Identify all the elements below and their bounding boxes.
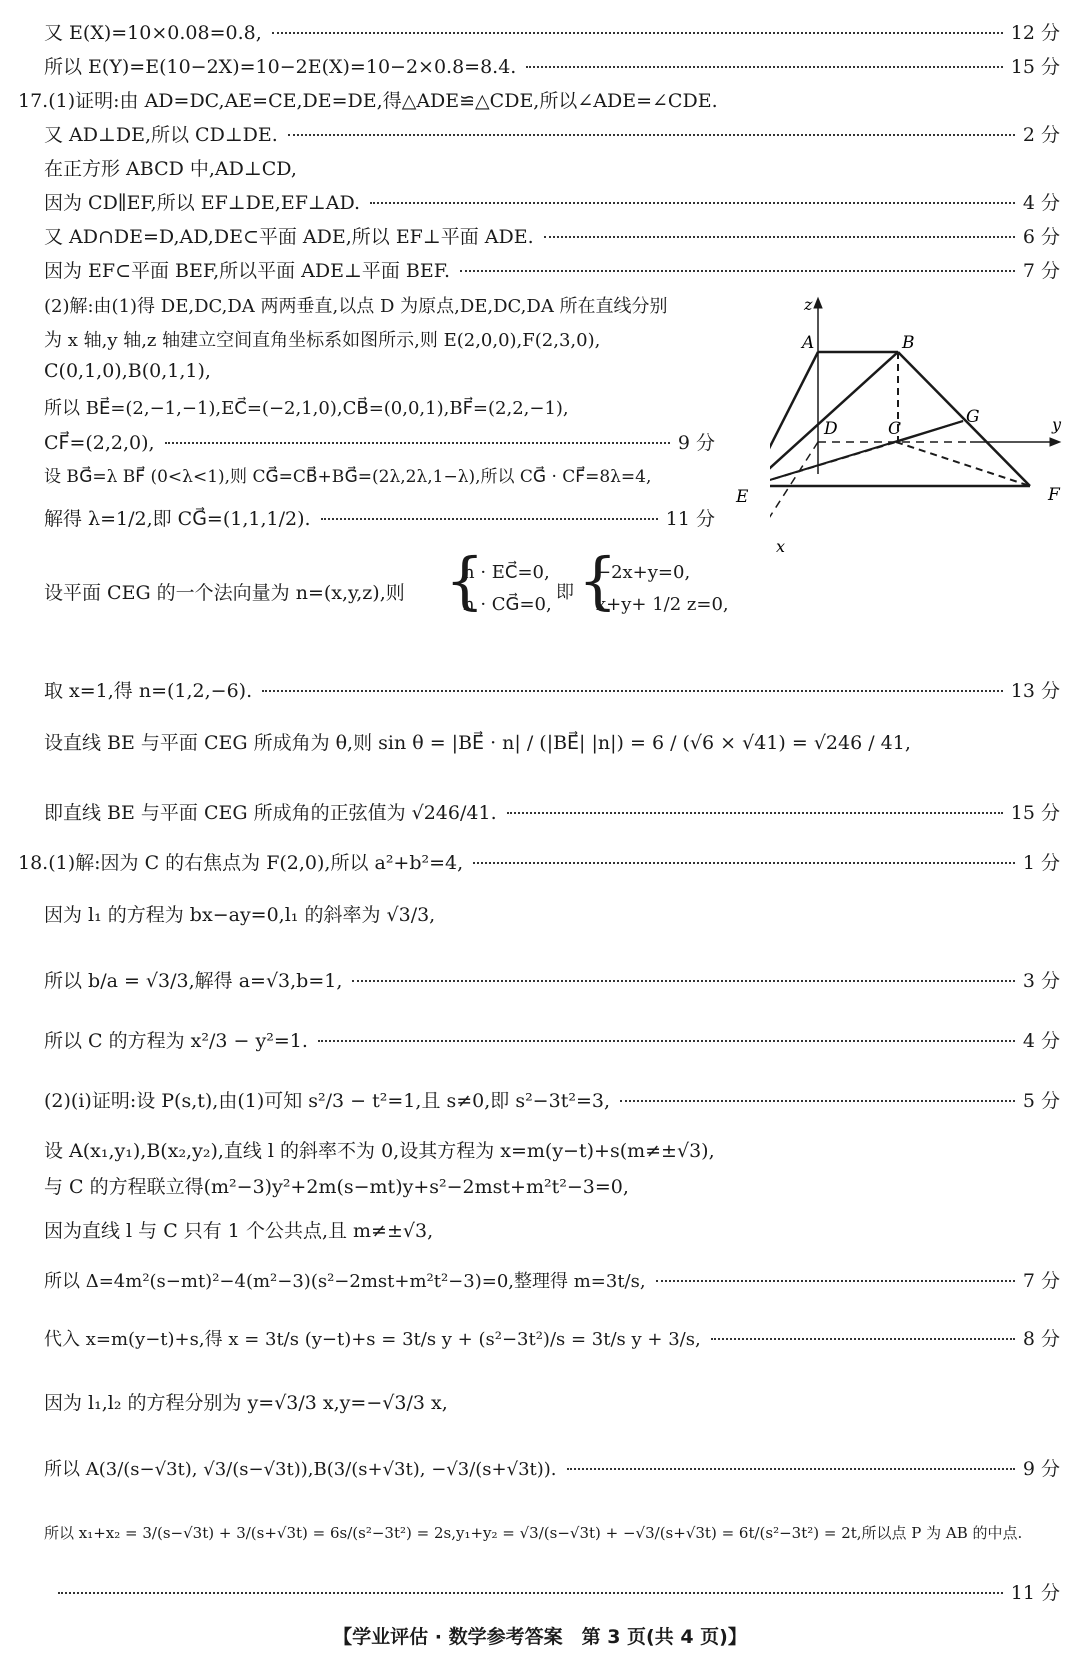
line-6: 因为 CD∥EF,所以 EF⊥DE,EF⊥AD. 4 分: [44, 188, 1060, 215]
line-19: 即直线 BE 与平面 CEG 所成角的正弦值为 √246/41. 15 分: [44, 798, 1060, 825]
line-25: 设 A(x₁,y₁),B(x₂,y₂),直线 l 的斜率不为 0,设其方程为 x=m(y−t)+s(m≠±√3),: [44, 1140, 715, 1162]
line-32: 所以 x₁+x₂ = 3/(s−√3t) + 3/(s+√3t) = 6s/(s²−3t²) = 2s,y₁+y₂ = √3/(s−√3t) + −√3/(s+√3t) = 6t/(s²−3t²) = 2t,所以点 P 为 AB 的中点.: [44, 1524, 1023, 1542]
q17-heading: 17.(1)证明:由 AD=DC,AE=CE,DE=DE,得△ADE≌△CDE,所以∠ADE=∠CDE.: [18, 90, 718, 112]
label-B: B: [902, 333, 915, 353]
score-label: 5 分: [1022, 1090, 1060, 1112]
line-1: 又 E(X)=10×0.08=0.8, 12 分: [44, 18, 1060, 45]
line-33: [58, 1578, 1060, 1605]
score-label: 8 分: [1022, 1328, 1060, 1350]
line-29: 代入 x=m(y−t)+s,得 x = 3t/s (y−t)+s = 3t/s y + (s²−3t²)/s = 3t/s y + 3/s, 8 分: [44, 1324, 1060, 1351]
score-label: 6 分: [1022, 226, 1060, 248]
score-label: 1 分: [1022, 852, 1060, 874]
score-label: 13 分: [1010, 680, 1060, 702]
line-28: 所以 Δ=4m²(s−mt)²−4(m²−3)(s²−2mst+m²t²−3)=0,整理得 m=3t/s, 7 分: [44, 1266, 1060, 1293]
line-4: 又 AD⊥DE,所以 CD⊥DE. 2 分: [44, 120, 1060, 147]
line-27: 因为直线 l 与 C 只有 1 个公共点,且 m≠±√3,: [44, 1220, 434, 1242]
line-30: 因为 l₁,l₂ 的方程分别为 y=√3/3 x,y=−√3/3 x,: [44, 1392, 448, 1414]
left-brace-icon: {: [445, 544, 485, 617]
score-label: 11 分: [1010, 1582, 1060, 1604]
score-label: 7 分: [1022, 260, 1060, 282]
page-footer: 【学业评估 · 数学参考答案 第 3 页(共 4 页)】: [333, 1626, 747, 1648]
score-label: 4 分: [1022, 192, 1060, 214]
score-label: 15 分: [1010, 56, 1060, 78]
score-label: 15 分: [1010, 802, 1060, 824]
line-15: 解得 λ=1/2,即 CG⃗=(1,1,1/2). 11 分: [44, 504, 715, 531]
score-label: 9 分: [677, 432, 715, 454]
line-13: CF⃗=(2,2,0), 9 分: [44, 428, 715, 455]
score-label: 3 分: [1022, 970, 1060, 992]
line-17: 取 x=1,得 n=(1,2,−6). 13 分: [44, 676, 1060, 703]
system-1: { n · EC⃗=0, n · CG⃗=0,: [445, 544, 552, 617]
label-x: x: [776, 537, 786, 556]
system-2: { −2x+y=0, x+y+ 1/2 z=0,: [578, 544, 729, 617]
line-16: 设平面 CEG 的一个法向量为 n=(x,y,z),则: [44, 582, 405, 604]
line-10: 为 x 轴,y 轴,z 轴建立空间直角坐标系如图所示,则 E(2,0,0),F(2,3,0),: [44, 330, 601, 351]
label-z: z: [804, 296, 813, 314]
label-C: C: [888, 419, 902, 439]
label-E: E: [736, 487, 749, 507]
line-5: 在正方形 ABCD 中,AD⊥CD,: [44, 158, 297, 180]
label-y: y: [1052, 415, 1062, 434]
line-23: 所以 C 的方程为 x²/3 − y²=1. 4 分: [44, 1026, 1060, 1053]
line-22: 所以 b/a = √3/3,解得 a=√3,b=1, 3 分: [44, 966, 1060, 993]
label-G: G: [966, 407, 980, 427]
score-label: 12 分: [1010, 22, 1060, 44]
geometry-labels: [730, 296, 1070, 556]
line-12: 所以 BE⃗=(2,−1,−1),EC⃗=(−2,1,0),CB⃗=(0,0,1),BF⃗=(2,2,−1),: [44, 398, 569, 419]
line-8: 因为 EF⊂平面 BEF,所以平面 ADE⊥平面 BEF. 7 分: [44, 256, 1060, 283]
score-label: 9 分: [1022, 1458, 1060, 1480]
line-31: 所以 A(3/(s−√3t), √3/(s−√3t)),B(3/(s+√3t), −√3/(s+√3t)). 9 分: [44, 1454, 1060, 1481]
left-brace-icon: {: [578, 544, 618, 617]
line-2: 所以 E(Y)=E(10−2X)=10−2E(X)=10−2×0.8=8.4. 15 分: [44, 52, 1060, 79]
line-7: 又 AD∩DE=D,AD,DE⊂平面 ADE,所以 EF⊥平面 ADE. 6 分: [44, 222, 1060, 249]
line-18: 设直线 BE 与平面 CEG 所成角为 θ,则 sin θ = |BE⃗ · n| / (|BE⃗| |n|) = 6 / (√6 × √41) = √246 / 41,: [44, 732, 911, 754]
label-A: A: [802, 333, 815, 353]
line-9: (2)解:由(1)得 DE,DC,DA 两两垂直,以点 D 为原点,DE,DC,DA 所在直线分别: [44, 296, 668, 317]
line-14: 设 BG⃗=λ BF⃗ (0<λ<1),则 CG⃗=CB⃗+BG⃗=(2λ,2λ,1−λ),所以 CG⃗ · CF⃗=8λ=4,: [44, 467, 652, 487]
line-21: 因为 l₁ 的方程为 bx−ay=0,l₁ 的斜率为 √3/3,: [44, 904, 436, 926]
score-label: 4 分: [1022, 1030, 1060, 1052]
label-D: D: [824, 419, 838, 439]
line-11: C(0,1,0),B(0,1,1),: [44, 360, 211, 382]
system-connector: 即: [556, 582, 574, 603]
label-F: F: [1048, 485, 1060, 505]
score-label: 2 分: [1022, 124, 1060, 146]
q18-heading: 18.(1)解:因为 C 的右焦点为 F(2,0),所以 a²+b²=4, 1 分: [18, 848, 1060, 875]
line-24: (2)(ⅰ)证明:设 P(s,t),由(1)可知 s²/3 − t²=1,且 s≠0,即 s²−3t²=3, 5 分: [44, 1086, 1060, 1113]
score-label: 11 分: [665, 508, 715, 530]
score-label: 7 分: [1022, 1270, 1060, 1292]
line-26: 与 C 的方程联立得(m²−3)y²+2m(s−mt)y+s²−2mst+m²t²−3=0,: [44, 1176, 629, 1198]
